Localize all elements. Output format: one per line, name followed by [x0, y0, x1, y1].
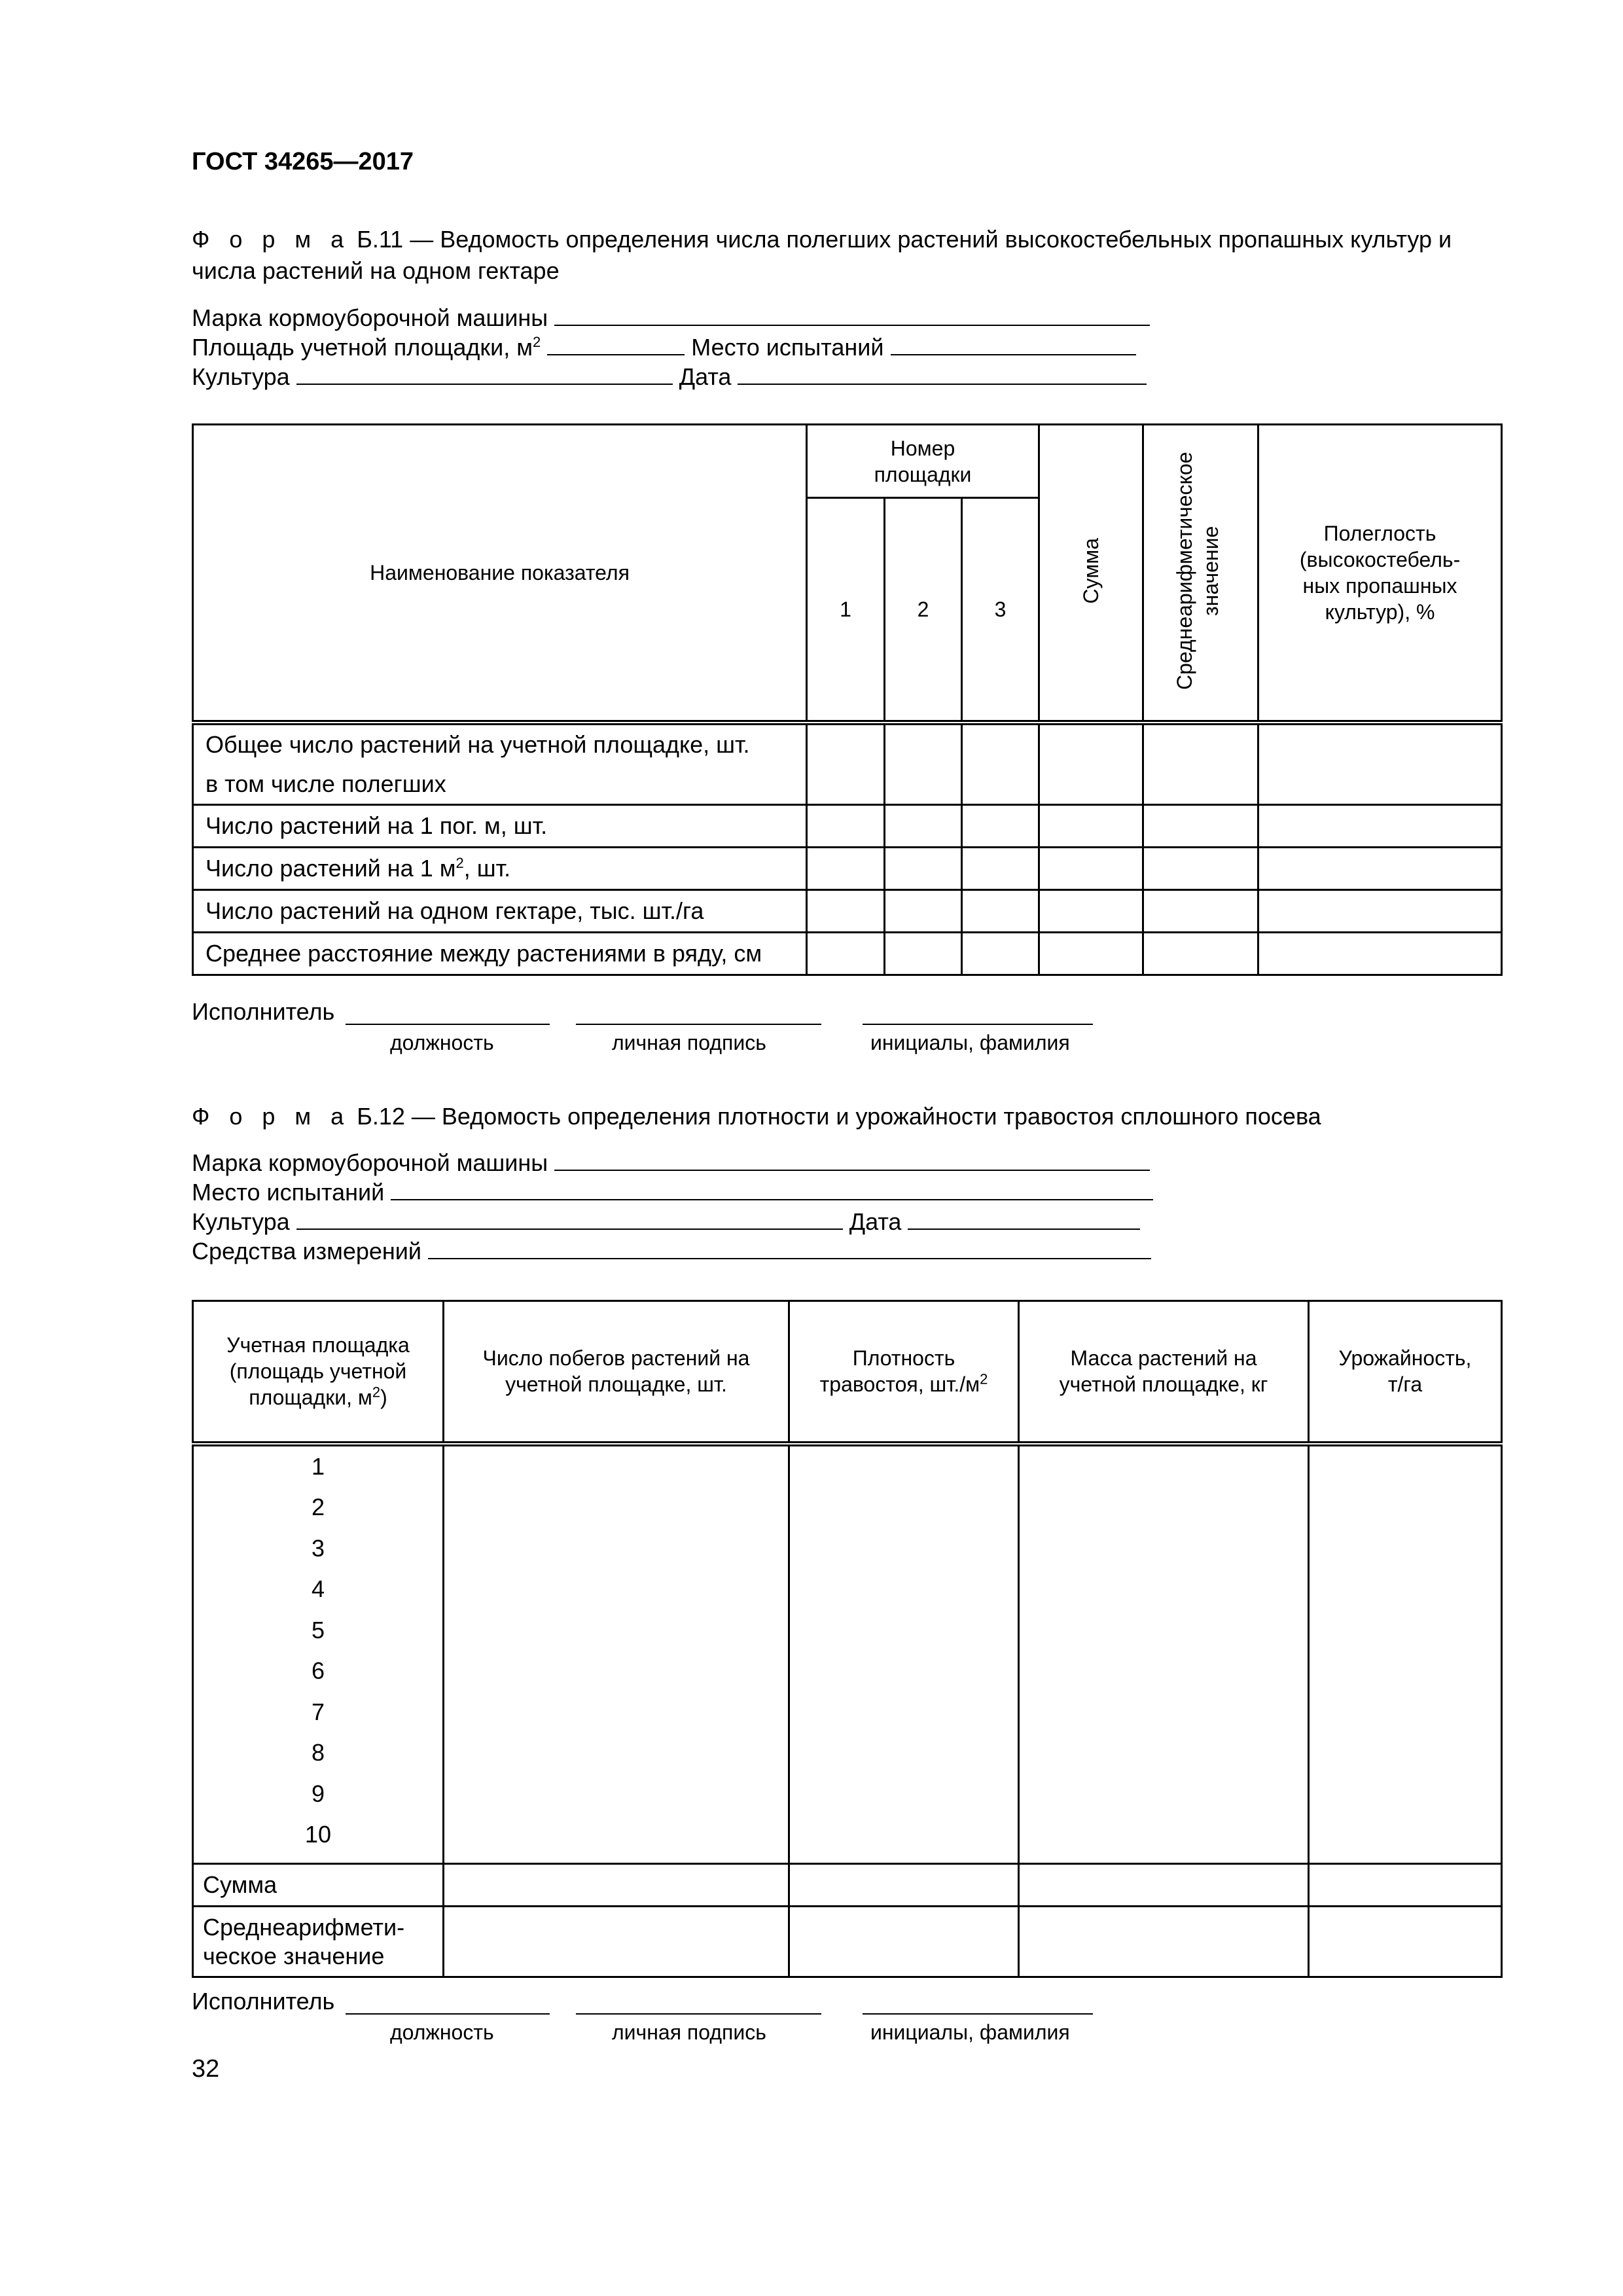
cell[interactable] — [1309, 1444, 1502, 1864]
form-b11-date-label: Дата — [679, 363, 732, 390]
form-b11-position-field[interactable] — [346, 1022, 550, 1025]
form-b12-machine-line — [192, 1149, 1150, 1177]
header-yield: Урожайность, т/га — [1309, 1301, 1502, 1444]
table-row — [193, 889, 1502, 932]
cell[interactable] — [807, 723, 885, 805]
plot-number: 2 — [311, 1494, 325, 1520]
row-sum: Сумма — [193, 1864, 444, 1907]
form-b11-area-line — [192, 333, 1136, 362]
form-b12-tools-line — [192, 1237, 1151, 1266]
cell[interactable] — [885, 723, 962, 805]
table-row — [193, 932, 1502, 975]
document-header: ГОСТ 34265—2017 — [192, 148, 414, 175]
plot-number: 9 — [311, 1780, 325, 1807]
cell[interactable] — [1143, 889, 1258, 932]
form-b11-caption — [192, 224, 1520, 287]
cell[interactable] — [807, 804, 885, 847]
cell[interactable] — [1143, 723, 1258, 805]
form-b11-area-label: Площадь учетной площадки, $м^2$ — [192, 334, 541, 361]
form-b12-name-caption: инициалы, фамилия — [870, 2020, 1070, 2044]
form-b11-culture-field[interactable] — [296, 364, 673, 385]
form-b12-culture-label: Культура — [192, 1208, 290, 1235]
form-b12-place-label: Место испытаний — [192, 1179, 385, 1206]
form-b12-signature-caption: личная подпись — [612, 2020, 766, 2044]
form-b12-date-label: Дата — [849, 1208, 902, 1235]
form-b12-position-caption: должность — [390, 2020, 494, 2044]
row-total-plants: Общее число растений на учетной площадке, шт. в том числе полегших — [193, 723, 807, 805]
table-row — [193, 1907, 1502, 1977]
plot-number: 5 — [311, 1616, 325, 1643]
form-b11-table — [192, 423, 1503, 976]
row-per-meter: Число растений на 1 пог. м, шт. — [193, 804, 807, 847]
cell[interactable] — [1143, 932, 1258, 975]
plot-number: 3 — [311, 1534, 325, 1562]
form-b12-tools-field[interactable] — [428, 1238, 1151, 1259]
form-b11-place-label: Место испытаний — [691, 334, 884, 361]
plot-number: 8 — [311, 1739, 325, 1766]
form-b12-tools-label: Средства измерений — [192, 1238, 422, 1265]
form-b11-area-field[interactable] — [547, 334, 685, 355]
plot-number: 7 — [311, 1698, 325, 1725]
cell[interactable] — [1019, 1907, 1309, 1977]
row-per-sq-meter: Число растений на 1 $м^2$, шт. — [193, 847, 807, 889]
header-plot-area: Учетная площадка (площадь учетной площадки, $м^2$) — [193, 1301, 444, 1444]
form-b12-table — [192, 1300, 1503, 1978]
form-b12-machine-label: Марка кормоуборочной машины — [192, 1149, 548, 1176]
form-b11-position-caption: должность — [390, 1031, 494, 1054]
cell[interactable] — [885, 847, 962, 889]
form-b11-name-caption: инициалы, фамилия — [870, 1031, 1070, 1054]
cell[interactable] — [1309, 1864, 1502, 1907]
cell[interactable] — [444, 1907, 789, 1977]
form-b12-place-line — [192, 1178, 1153, 1207]
form-b12-machine-field[interactable] — [554, 1150, 1150, 1171]
cell[interactable] — [444, 1444, 789, 1864]
form-b11-culture-line — [192, 363, 1147, 391]
cell[interactable] — [807, 932, 885, 975]
header-shoot-count: Число побегов растений на учетной площадке, шт. — [444, 1301, 789, 1444]
form-b12-date-field[interactable] — [908, 1209, 1140, 1230]
plot-number: 10 — [304, 1821, 332, 1848]
row-per-hectare: Число растений на одном гектаре, тыс. шт./га — [193, 889, 807, 932]
header-density: Плотность травостоя, $шт./м^2$ — [789, 1301, 1019, 1444]
cell[interactable] — [1039, 932, 1143, 975]
form-b11-executor-label: Исполнитель — [192, 998, 335, 1025]
form-b11-machine-label: Марка кормоуборочной машины — [192, 304, 548, 331]
header-indicator-name: Наименование показателя — [193, 425, 807, 723]
form-b11-culture-label: Культура — [192, 363, 290, 390]
form-b12-executor-label: Исполнитель — [192, 1988, 335, 2015]
header-plot-3: 3 — [962, 498, 1039, 723]
header-plot-1: 1 — [807, 498, 885, 723]
form-b12-place-field[interactable] — [391, 1179, 1153, 1200]
cell[interactable] — [962, 889, 1039, 932]
form-b11-caption-prefix: Ф о р м а — [192, 226, 351, 253]
form-b11-machine-field[interactable] — [554, 305, 1150, 326]
header-lodging: Полеглость (высокостебель-ных пропашных культур), % — [1258, 425, 1502, 723]
form-b11-date-field[interactable] — [738, 364, 1147, 385]
cell[interactable] — [444, 1864, 789, 1907]
plot-number: 6 — [311, 1657, 325, 1684]
header-sum: Сумма — [1039, 425, 1143, 723]
header-plot-2: 2 — [885, 498, 962, 723]
cell[interactable] — [1039, 723, 1143, 805]
table-row — [193, 804, 1502, 847]
cell[interactable] — [807, 847, 885, 889]
plot-number: 1 — [311, 1452, 325, 1480]
cell[interactable] — [1143, 847, 1258, 889]
cell[interactable] — [1258, 723, 1502, 805]
cell[interactable] — [789, 1907, 1019, 1977]
cell[interactable] — [962, 847, 1039, 889]
table-row — [193, 723, 1502, 805]
form-b12-position-field[interactable] — [346, 2012, 550, 2015]
header-plot-number: Номер площадки — [807, 425, 1039, 498]
table-row — [193, 847, 1502, 889]
header-mass: Масса растений на учетной площадке, кг — [1019, 1301, 1309, 1444]
form-b12-caption — [192, 1101, 1520, 1132]
row-mean: Среднеарифмети-ческое значение — [193, 1907, 444, 1977]
cell[interactable] — [962, 804, 1039, 847]
form-b12-caption-text: Б.12 — Ведомость определения плотности и урожайности травостоя сплошного посева — [350, 1103, 1321, 1130]
header-mean: Среднеарифметическое значение — [1143, 425, 1258, 723]
cell[interactable] — [1039, 889, 1143, 932]
plot-number: 4 — [311, 1575, 325, 1602]
cell[interactable] — [1309, 1907, 1502, 1977]
form-b12-culture-line — [192, 1208, 1140, 1236]
form-b11-name-field[interactable] — [863, 1022, 1093, 1025]
form-b11-place-field[interactable] — [891, 334, 1136, 355]
cell[interactable] — [789, 1864, 1019, 1907]
form-b11-machine-line — [192, 304, 1150, 332]
cell[interactable] — [962, 723, 1039, 805]
form-b12-caption-prefix: Ф о р м а — [192, 1103, 351, 1130]
cell[interactable] — [807, 889, 885, 932]
form-b11-signature-caption: личная подпись — [612, 1031, 766, 1054]
page-number: 32 — [192, 2055, 220, 2083]
cell[interactable] — [885, 889, 962, 932]
form-b11-signature-field[interactable] — [576, 1022, 821, 1025]
cell[interactable] — [1258, 804, 1502, 847]
cell[interactable] — [1019, 1444, 1309, 1864]
cell[interactable] — [1143, 804, 1258, 847]
table-row — [193, 1864, 1502, 1907]
cell[interactable] — [1039, 847, 1143, 889]
cell[interactable] — [885, 804, 962, 847]
cell[interactable] — [962, 932, 1039, 975]
plot-number-list — [193, 1444, 444, 1864]
cell[interactable] — [1258, 847, 1502, 889]
cell[interactable] — [1019, 1864, 1309, 1907]
cell[interactable] — [1258, 932, 1502, 975]
cell[interactable] — [1258, 889, 1502, 932]
row-avg-distance: Среднее расстояние между растениями в ряду, см — [193, 932, 807, 975]
form-b12-name-field[interactable] — [863, 2012, 1093, 2015]
cell[interactable] — [1039, 804, 1143, 847]
cell[interactable] — [789, 1444, 1019, 1864]
form-b11-caption-text: Б.11 — Ведомость определения числа полегших растений высокостебельных пропашных культур и числа растений на одном гектаре — [192, 226, 1452, 284]
table-row — [193, 1444, 1502, 1864]
form-b12-signature-field[interactable] — [576, 2012, 821, 2015]
cell[interactable] — [885, 932, 962, 975]
form-b12-culture-field[interactable] — [296, 1209, 843, 1230]
